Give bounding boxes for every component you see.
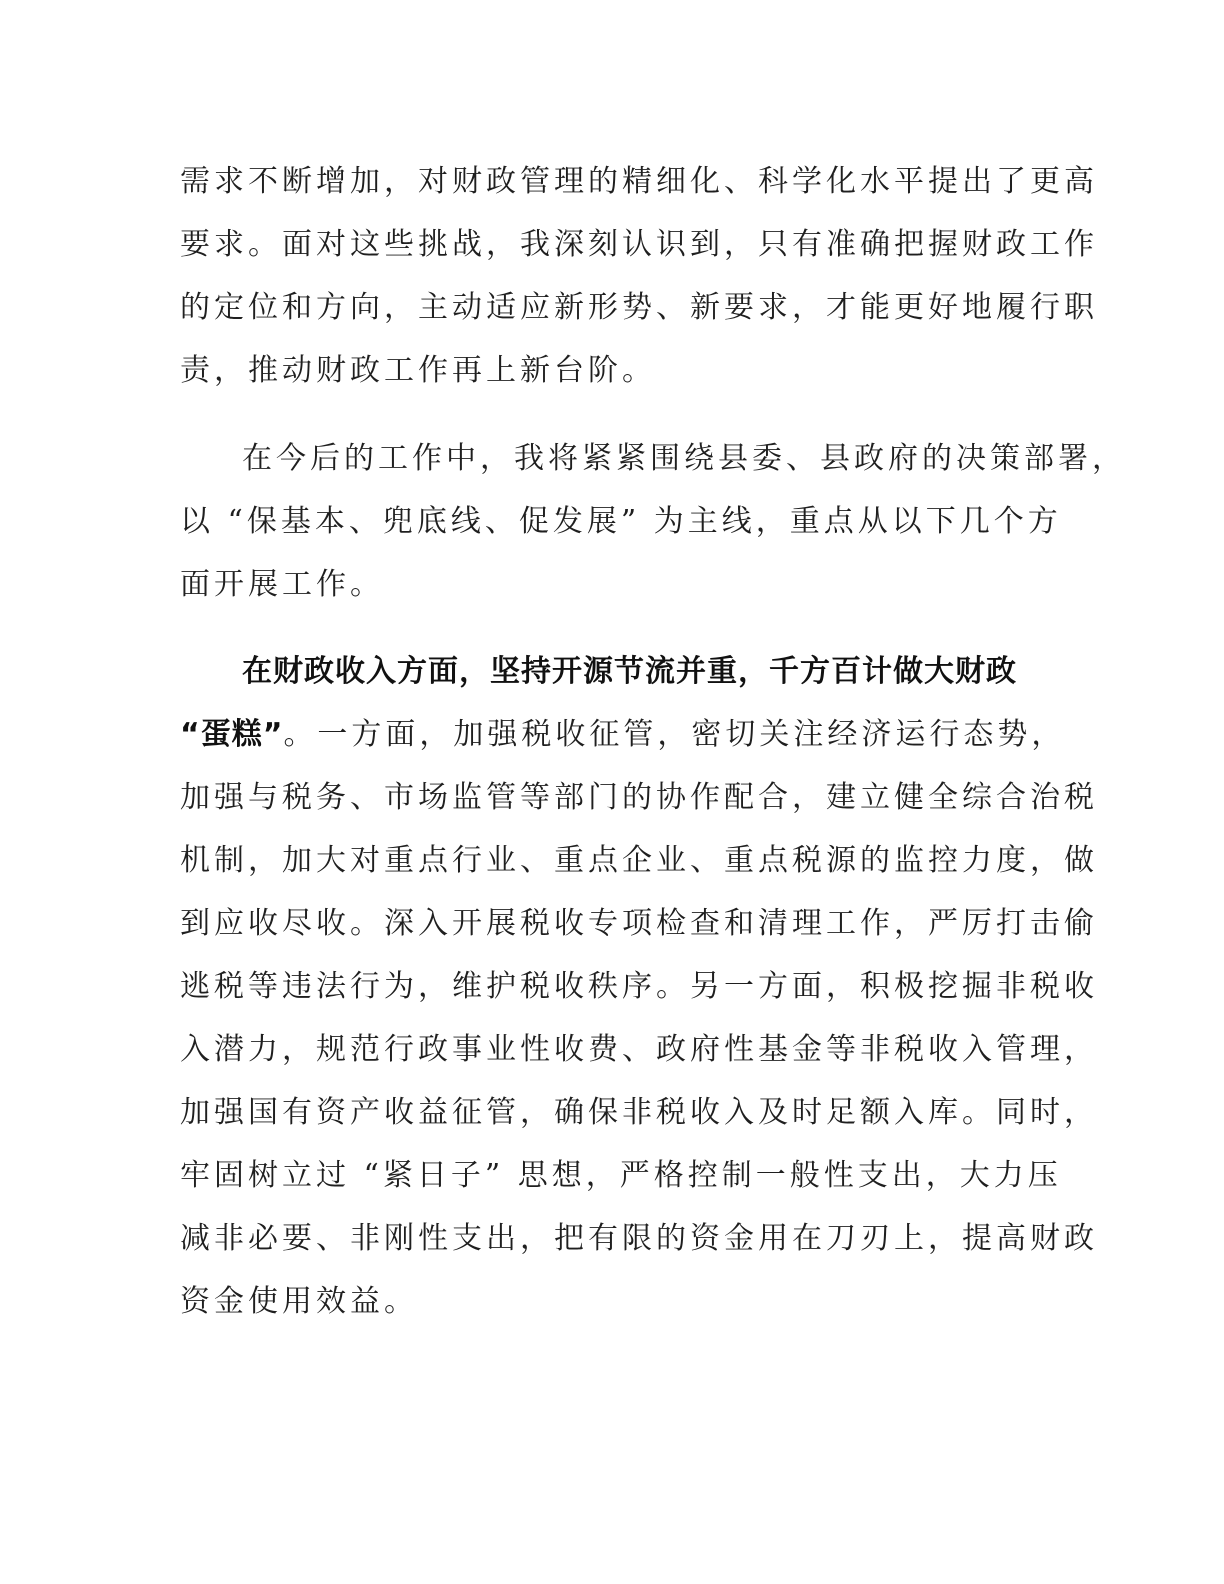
heading-continuation: “蛋糕” bbox=[180, 717, 284, 752]
text-line: 资金使用效益。 bbox=[180, 1284, 418, 1319]
text-line bbox=[180, 703, 1066, 766]
text-line: 的定位和方向，主动适应新形势、新要求，才能更好地履行职 bbox=[180, 290, 1098, 325]
text-line: 加强与税务、市场监管等部门的协作配合，建立健全综合治税 bbox=[180, 780, 1098, 815]
text-line: 入潜力，规范行政事业性收费、政府性基金等非税收入管理， bbox=[180, 1032, 1098, 1067]
text-line: 面开展工作。 bbox=[180, 567, 384, 602]
text-line: 要求。面对这些挑战，我深刻认识到，只有准确把握财政工作 bbox=[180, 227, 1098, 262]
text-line: 到应收尽收。深入开展税收专项检查和清理工作，严厉打击偷 bbox=[180, 906, 1098, 941]
text-line: 需求不断增加，对财政管理的精细化、科学化水平提出了更高 bbox=[180, 164, 1098, 199]
paragraph-context bbox=[180, 150, 1098, 402]
paragraph-fiscal-revenue bbox=[180, 640, 1098, 1333]
text-line: 机制，加大对重点行业、重点企业、重点税源的监控力度，做 bbox=[180, 843, 1098, 878]
section-heading: 在财政收入方面，坚持开源节流并重，千方百计做大财政 bbox=[242, 654, 1017, 689]
text-line: 以 “保基本、兜底线、促发展” 为主线，重点从以下几个方 bbox=[180, 504, 1062, 539]
text-line: 逃税等违法行为，维护税收秩序。另一方面，积极挖掘非税收 bbox=[180, 969, 1098, 1004]
text-line: 加强国有资产收益征管，确保非税收入及时足额入库。同时， bbox=[180, 1095, 1098, 1130]
text-fragment: 。一方面，加强税收征管，密切关注经济运行态势， bbox=[283, 717, 1066, 752]
paragraph-plan bbox=[180, 427, 1126, 616]
text-line: 减非必要、非刚性支出，把有限的资金用在刀刃上，提高财政 bbox=[180, 1221, 1098, 1256]
text-line: 牢固树立过 “紧日子” 思想，严格控制一般性支出，大力压 bbox=[180, 1158, 1062, 1193]
text-line: 责，推动财政工作再上新台阶。 bbox=[180, 353, 656, 388]
text-line: 在今后的工作中，我将紧紧围绕县委、县政府的决策部署， bbox=[242, 441, 1126, 476]
